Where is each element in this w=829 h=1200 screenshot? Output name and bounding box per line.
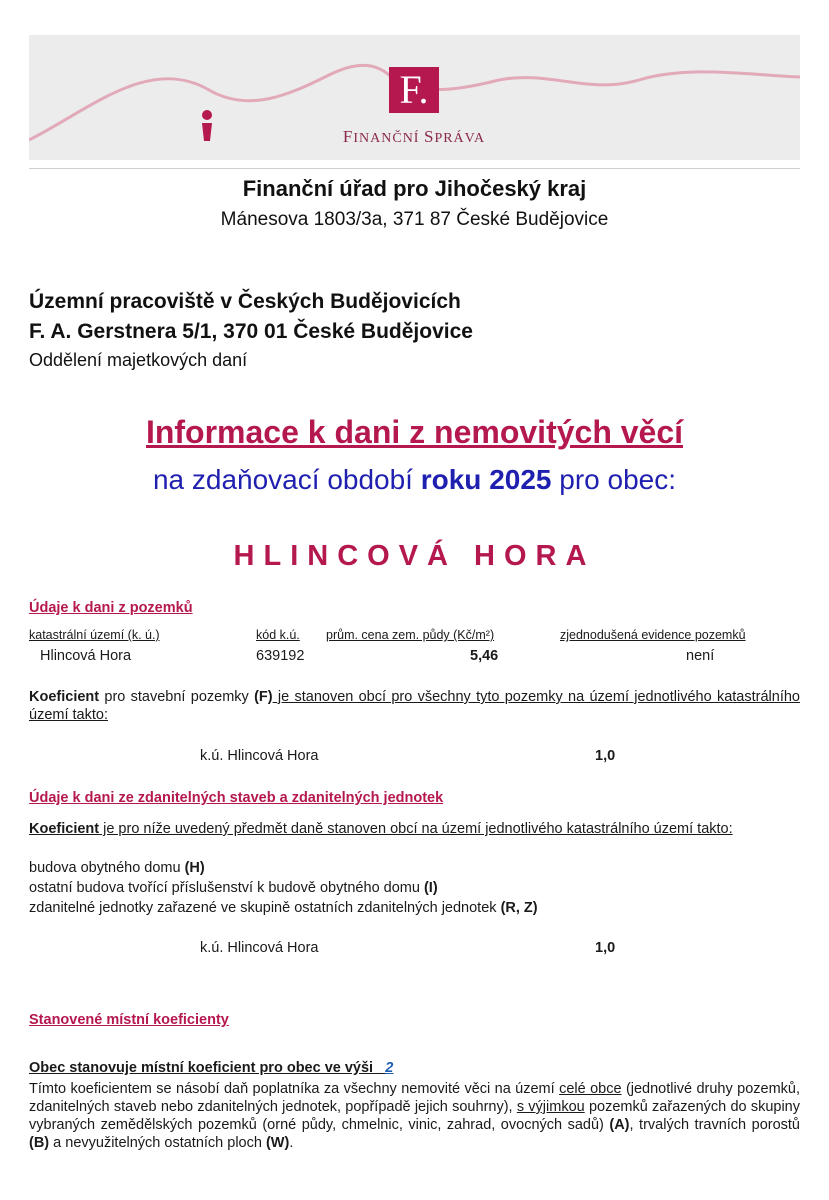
local-coef-subheading: Obec stanovuje místní koeficient pro obec ve výši 2 [29, 1060, 394, 1076]
office-address: Mánesova 1803/3a, 371 87 České Budějovice [220, 209, 609, 230]
land-coef-area: k.ú. Hlincová Hora [200, 748, 319, 764]
buildings-coef-area: k.ú. Hlincová Hora [200, 940, 319, 956]
logo-icon: F. [389, 67, 439, 113]
document-title: Informace k dani z nemovitých věcí [145, 414, 684, 450]
buildings-line-h: budova obytného domu (H) [29, 860, 205, 876]
buildings-coefficient-text: Koeficient je pro níže uvedený předmět daně stanoven obcí na území jednotlivého katastrálního území takto: [29, 821, 733, 837]
row-evidence: není [686, 648, 715, 664]
col-cadastral-area: katastrální území (k. ú.) [29, 628, 160, 642]
buildings-coef-value: 1,0 [595, 940, 616, 956]
col-simplified-evidence: zjednodušená evidence pozemků [560, 628, 746, 642]
row-price: 5,46 [470, 648, 499, 664]
header-divider [29, 168, 800, 169]
row-code: 639192 [256, 648, 305, 664]
local-coef-heading: Stanovené místní koeficienty [29, 1012, 229, 1028]
office-name: Finanční úřad pro Jihočeský kraj [242, 176, 587, 201]
buildings-section-heading: Údaje k dani ze zdanitelných staveb a zdanitelných jednotek [29, 790, 444, 806]
land-coef-value: 1,0 [595, 748, 616, 764]
municipality-name: HLINCOVÁ HORA [233, 540, 596, 572]
document-subtitle: na zdaňovací období roku 2025 pro obec: [152, 464, 677, 495]
land-section-heading: Údaje k dani z pozemků [29, 600, 193, 616]
col-avg-price: prům. cena zem. půdy (Kč/m²) [326, 628, 495, 642]
row-area: Hlincová Hora [40, 648, 132, 664]
land-coefficient-text: Koeficient pro stavební pozemky (F) je stanoven obcí pro všechny tyto pozemky na území jednotlivého katastrálního území takto: [29, 689, 800, 723]
branch-address: F. A. Gerstnera 5/1, 370 01 České Budějovice [29, 320, 473, 343]
branch-name: Územní pracoviště v Českých Budějovicích [29, 290, 461, 313]
local-coef-value: 2 [385, 1060, 394, 1076]
buildings-line-rz: zdanitelné jednotky zařazené ve skupině ostatních zdanitelných jednotek (R, Z) [29, 900, 538, 916]
local-coef-paragraph: Tímto koeficientem se násobí daň poplatníka za všechny nemovité věci na území celé obce (jednotlivé druhy pozemků, zdanitelných staveb nebo zdanitelných jednotek, popřípadě jejich souhrny), s výjimkou pozemků zařazených do skupiny vybraných zemědělských pozemků (orné půdy, chmelnic, vinic, zahrad, ovocných sadů) (A), trvalých travních porostů (B) a nevyužitelných ostatních ploch (W). [29, 1081, 800, 1151]
logo-wordmark: FINANČNÍ SPRÁVA [342, 127, 486, 146]
branch-department: Oddělení majetkových daní [29, 350, 248, 370]
header-banner [29, 35, 800, 160]
col-code: kód k.ú. [256, 628, 300, 642]
buildings-line-i: ostatní budova tvořící příslušenství k budově obytného domu (I) [29, 880, 438, 896]
